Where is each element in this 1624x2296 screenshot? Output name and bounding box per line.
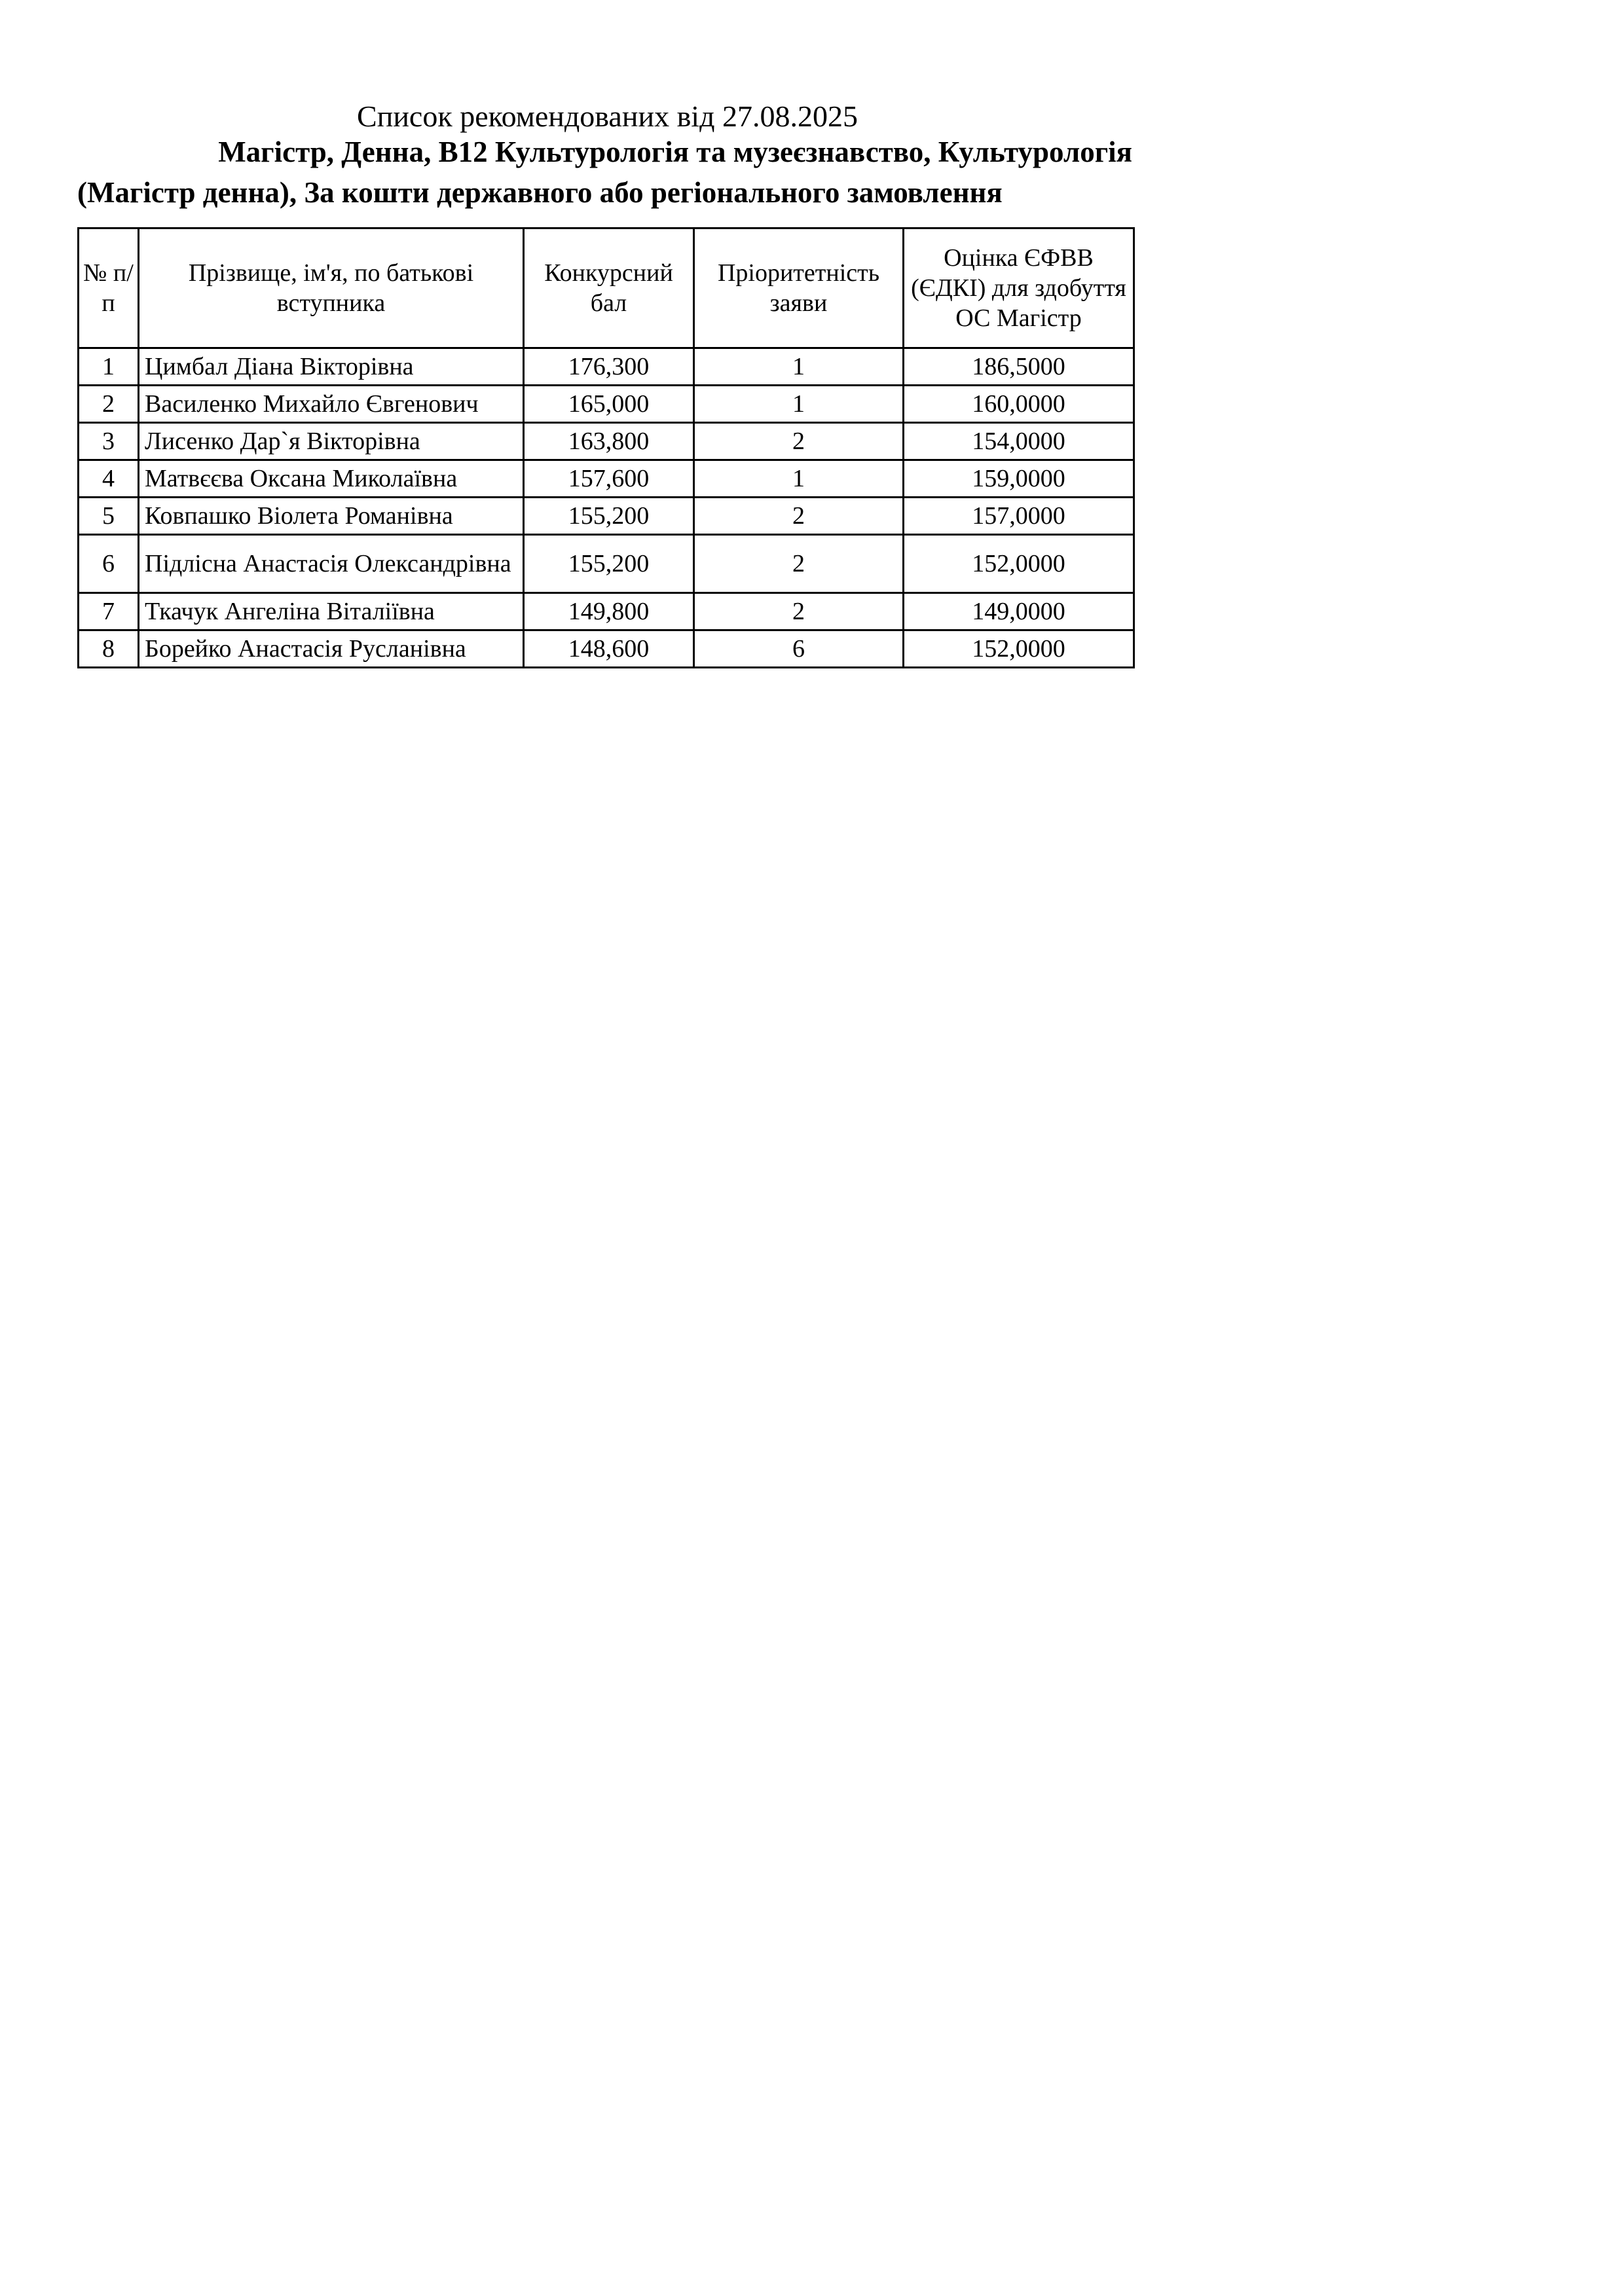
competitive-score: 155,200 — [524, 498, 694, 535]
exam-score: 152,0000 — [904, 630, 1134, 668]
program-heading-line-1: Магістр, Денна, B12 Культурологія та музеєзнавство, Культурологія — [218, 136, 1132, 168]
row-number: 2 — [79, 386, 139, 423]
row-number: 6 — [79, 535, 139, 593]
applicant-name: Ткачук Ангеліна Віталіївна — [139, 593, 524, 630]
applicant-name: Лисенко Дар`я Вікторівна — [139, 423, 524, 460]
exam-score: 149,0000 — [904, 593, 1134, 630]
column-header-number: № п/п — [79, 228, 139, 348]
application-priority: 1 — [694, 348, 904, 386]
column-header-exam-score: Оцінка ЄФВВ (ЄДКІ) для здобуття ОС Магістр — [904, 228, 1134, 348]
row-number: 4 — [79, 460, 139, 498]
applicant-name: Підлісна Анастасія Олександрівна — [139, 535, 524, 593]
table-row — [79, 423, 1134, 460]
application-priority: 6 — [694, 630, 904, 668]
exam-score: 152,0000 — [904, 535, 1134, 593]
program-heading-line-2: (Магістр денна), За кошти державного або регіонального замовлення — [77, 176, 1003, 209]
table-header-row — [79, 228, 1134, 348]
application-priority: 2 — [694, 593, 904, 630]
column-header-priority: Пріоритетність заяви — [694, 228, 904, 348]
applicant-name: Матвєєва Оксана Миколаївна — [139, 460, 524, 498]
exam-score: 160,0000 — [904, 386, 1134, 423]
table-row — [79, 535, 1134, 593]
application-priority: 2 — [694, 498, 904, 535]
column-header-score: Конкурсний бал — [524, 228, 694, 348]
row-number: 5 — [79, 498, 139, 535]
applicants-table — [77, 227, 1135, 668]
application-priority: 2 — [694, 423, 904, 460]
competitive-score: 157,600 — [524, 460, 694, 498]
table-row — [79, 386, 1134, 423]
exam-score: 154,0000 — [904, 423, 1134, 460]
row-number: 7 — [79, 593, 139, 630]
exam-score: 157,0000 — [904, 498, 1134, 535]
table-row — [79, 630, 1134, 668]
row-number: 8 — [79, 630, 139, 668]
row-number: 3 — [79, 423, 139, 460]
competitive-score: 165,000 — [524, 386, 694, 423]
competitive-score: 148,600 — [524, 630, 694, 668]
competitive-score: 149,800 — [524, 593, 694, 630]
applicant-name: Ковпашко Віолета Романівна — [139, 498, 524, 535]
column-header-name: Прізвище, ім'я, по батькові вступника — [139, 228, 524, 348]
competitive-score: 163,800 — [524, 423, 694, 460]
competitive-score: 155,200 — [524, 535, 694, 593]
table-row — [79, 498, 1134, 535]
exam-score: 159,0000 — [904, 460, 1134, 498]
table-row — [79, 460, 1134, 498]
applicant-name: Борейко Анастасія Русланівна — [139, 630, 524, 668]
competitive-score: 176,300 — [524, 348, 694, 386]
exam-score: 186,5000 — [904, 348, 1134, 386]
application-priority: 2 — [694, 535, 904, 593]
list-subtitle: Список рекомендованих від 27.08.2025 — [357, 100, 858, 133]
table-row — [79, 593, 1134, 630]
applicant-name: Цимбал Діана Вікторівна — [139, 348, 524, 386]
application-priority: 1 — [694, 386, 904, 423]
application-priority: 1 — [694, 460, 904, 498]
applicant-name: Василенко Михайло Євгенович — [139, 386, 524, 423]
table-row — [79, 348, 1134, 386]
row-number: 1 — [79, 348, 139, 386]
